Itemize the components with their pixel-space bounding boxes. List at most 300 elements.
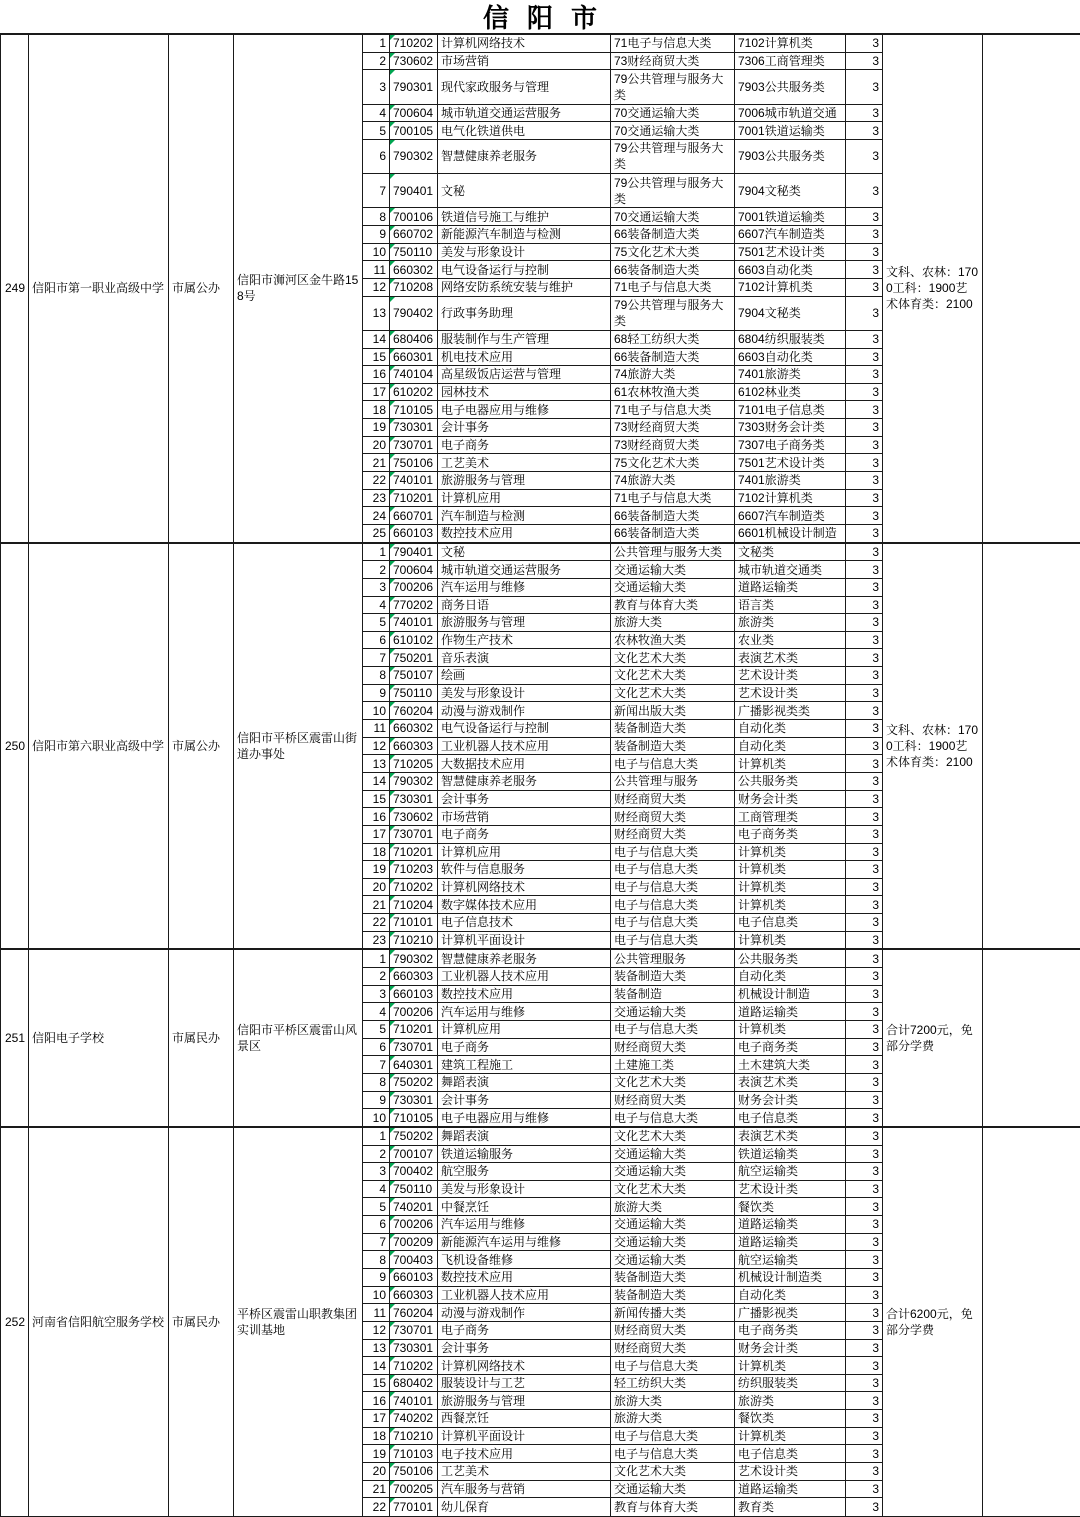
major-years: 3 — [846, 1339, 883, 1357]
major-code: 660302 — [390, 720, 438, 738]
major-category: 财经商贸大类 — [611, 1091, 735, 1109]
major-index: 12 — [363, 1321, 390, 1339]
major-index: 15 — [363, 790, 390, 808]
major-years: 3 — [846, 1127, 883, 1145]
major-category: 79公共管理与服务大类 — [611, 139, 735, 173]
major-category: 电子与信息大类 — [611, 914, 735, 932]
major-code: 710105 — [390, 401, 438, 419]
major-years: 3 — [846, 878, 883, 896]
major-class: 计算机类 — [735, 861, 846, 879]
major-category: 交通运输大类 — [611, 1003, 735, 1021]
major-years: 3 — [846, 843, 883, 861]
major-code: 770101 — [390, 1498, 438, 1517]
major-name: 工业机器人技术应用 — [438, 737, 611, 755]
major-name: 美发与形象设计 — [438, 243, 611, 261]
major-name: 计算机网络技术 — [438, 34, 611, 52]
major-class: 7401旅游类 — [735, 366, 846, 384]
major-index: 7 — [363, 174, 390, 208]
major-code: 740101 — [390, 614, 438, 632]
major-years: 3 — [846, 614, 883, 632]
major-class: 自动化类 — [735, 968, 846, 986]
major-name: 现代家政服务与管理 — [438, 70, 611, 104]
major-category: 旅游大类 — [611, 1410, 735, 1428]
major-category: 文化艺术大类 — [611, 1127, 735, 1145]
major-code: 730701 — [390, 1038, 438, 1056]
major-index: 25 — [363, 524, 390, 542]
major-index: 14 — [363, 1357, 390, 1375]
major-code: 700209 — [390, 1233, 438, 1251]
major-class: 7102计算机类 — [735, 278, 846, 296]
major-class: 公共服务类 — [735, 772, 846, 790]
major-category: 79公共管理与服务大类 — [611, 70, 735, 104]
major-years: 3 — [846, 1073, 883, 1091]
major-code: 750106 — [390, 1463, 438, 1481]
major-index: 7 — [363, 1233, 390, 1251]
major-years: 3 — [846, 104, 883, 122]
major-index: 9 — [363, 1269, 390, 1287]
major-class: 计算机类 — [735, 1020, 846, 1038]
major-name: 计算机平面设计 — [438, 931, 611, 949]
major-name: 电子商务 — [438, 436, 611, 454]
major-class: 航空运输类 — [735, 1163, 846, 1181]
major-class: 自动化类 — [735, 737, 846, 755]
major-name: 行政事务助理 — [438, 296, 611, 330]
major-index: 20 — [363, 878, 390, 896]
major-years: 3 — [846, 1038, 883, 1056]
major-name: 会计事务 — [438, 1339, 611, 1357]
major-name: 网络安防系统安装与维护 — [438, 278, 611, 296]
major-category: 交通运输大类 — [611, 1163, 735, 1181]
school-group-row — [1, 543, 1080, 561]
major-code: 700205 — [390, 1480, 438, 1498]
school-extra-cell — [983, 543, 1080, 950]
major-name: 文秘 — [438, 543, 611, 561]
major-years: 3 — [846, 649, 883, 667]
major-category: 交通运输大类 — [611, 578, 735, 596]
major-name: 汽车运用与维修 — [438, 1003, 611, 1021]
major-code: 660702 — [390, 226, 438, 244]
major-name: 计算机应用 — [438, 489, 611, 507]
school-type: 市属民办 — [169, 1127, 234, 1517]
major-category: 电子与信息大类 — [611, 861, 735, 879]
major-category: 公共管理与服务大类 — [611, 543, 735, 561]
major-years: 3 — [846, 737, 883, 755]
major-years: 3 — [846, 507, 883, 525]
major-category: 68轻工纺织大类 — [611, 330, 735, 348]
major-code: 710205 — [390, 755, 438, 773]
major-index: 7 — [363, 1056, 390, 1074]
major-index: 16 — [363, 808, 390, 826]
major-years: 3 — [846, 667, 883, 685]
major-years: 3 — [846, 1109, 883, 1127]
major-years: 3 — [846, 401, 883, 419]
school-extra-cell — [983, 1127, 1080, 1517]
major-class: 7102计算机类 — [735, 489, 846, 507]
major-name: 中餐烹饪 — [438, 1198, 611, 1216]
major-years: 3 — [846, 1056, 883, 1074]
major-years: 3 — [846, 243, 883, 261]
major-name: 数字媒体技术应用 — [438, 896, 611, 914]
major-code: 700106 — [390, 208, 438, 226]
major-class: 电子商务类 — [735, 1038, 846, 1056]
major-class: 道路运输类 — [735, 1480, 846, 1498]
major-name: 电气设备运行与控制 — [438, 720, 611, 738]
major-years: 3 — [846, 561, 883, 579]
major-years: 3 — [846, 1427, 883, 1445]
major-category: 71电子与信息大类 — [611, 401, 735, 419]
major-years: 3 — [846, 1233, 883, 1251]
major-class: 6804纺织服装类 — [735, 330, 846, 348]
major-index: 11 — [363, 720, 390, 738]
major-name: 计算机应用 — [438, 1020, 611, 1038]
major-category: 公共管理服务 — [611, 949, 735, 967]
major-category: 交通运输大类 — [611, 561, 735, 579]
major-name: 计算机应用 — [438, 843, 611, 861]
major-class: 计算机类 — [735, 1427, 846, 1445]
major-index: 3 — [363, 70, 390, 104]
major-index: 10 — [363, 243, 390, 261]
major-class: 电子信息类 — [735, 1109, 846, 1127]
major-name: 会计事务 — [438, 1091, 611, 1109]
major-class: 7001铁道运输类 — [735, 122, 846, 140]
major-code: 710210 — [390, 1427, 438, 1445]
major-category: 新闻传播大类 — [611, 1304, 735, 1322]
major-code: 790301 — [390, 70, 438, 104]
major-class: 电子信息类 — [735, 1445, 846, 1463]
major-category: 66装备制造大类 — [611, 507, 735, 525]
major-years: 3 — [846, 949, 883, 967]
school-id: 250 — [1, 543, 29, 950]
major-code: 700206 — [390, 1003, 438, 1021]
major-code: 730301 — [390, 1091, 438, 1109]
major-index: 2 — [363, 968, 390, 986]
major-category: 公共管理与服务 — [611, 772, 735, 790]
major-years: 3 — [846, 330, 883, 348]
major-name: 园林技术 — [438, 383, 611, 401]
major-category: 装备制造大类 — [611, 1269, 735, 1287]
major-index: 9 — [363, 226, 390, 244]
major-class: 航空运输类 — [735, 1251, 846, 1269]
major-category: 66装备制造大类 — [611, 261, 735, 279]
major-class: 艺术设计类 — [735, 1180, 846, 1198]
major-name: 数控技术应用 — [438, 1269, 611, 1287]
school-id: 252 — [1, 1127, 29, 1517]
major-name: 舞蹈表演 — [438, 1127, 611, 1145]
major-name: 飞机设备维修 — [438, 1251, 611, 1269]
major-code: 710201 — [390, 1020, 438, 1038]
major-index: 19 — [363, 419, 390, 437]
major-class: 7903公共服务类 — [735, 70, 846, 104]
major-name: 数控技术应用 — [438, 985, 611, 1003]
major-name: 铁道信号施工与维护 — [438, 208, 611, 226]
major-name: 工业机器人技术应用 — [438, 968, 611, 986]
major-category: 土建施工类 — [611, 1056, 735, 1074]
major-category: 66装备制造大类 — [611, 524, 735, 542]
major-class: 7401旅游类 — [735, 471, 846, 489]
major-name: 汽车运用与维修 — [438, 1216, 611, 1234]
major-index: 22 — [363, 471, 390, 489]
major-code: 700402 — [390, 1163, 438, 1181]
major-code: 740201 — [390, 1198, 438, 1216]
major-code: 730701 — [390, 1321, 438, 1339]
major-class: 城市轨道交通类 — [735, 561, 846, 579]
major-name: 美发与形象设计 — [438, 684, 611, 702]
major-code: 730701 — [390, 436, 438, 454]
major-class: 计算机类 — [735, 931, 846, 949]
major-code: 750110 — [390, 684, 438, 702]
major-category: 农林牧渔大类 — [611, 631, 735, 649]
major-index: 16 — [363, 366, 390, 384]
major-name: 计算机网络技术 — [438, 1357, 611, 1375]
major-index: 6 — [363, 1038, 390, 1056]
major-index: 8 — [363, 1073, 390, 1091]
major-code: 710201 — [390, 489, 438, 507]
major-category: 71电子与信息大类 — [611, 489, 735, 507]
major-code: 710105 — [390, 1109, 438, 1127]
major-class: 6601机械设计制造 — [735, 524, 846, 542]
major-index: 22 — [363, 914, 390, 932]
major-index: 19 — [363, 861, 390, 879]
major-category: 装备制造 — [611, 985, 735, 1003]
major-years: 3 — [846, 1321, 883, 1339]
major-years: 3 — [846, 968, 883, 986]
major-index: 7 — [363, 649, 390, 667]
major-index: 22 — [363, 1498, 390, 1517]
major-index: 14 — [363, 330, 390, 348]
major-code: 790302 — [390, 139, 438, 173]
major-years: 3 — [846, 1392, 883, 1410]
major-name: 动漫与游戏制作 — [438, 702, 611, 720]
major-years: 3 — [846, 366, 883, 384]
major-index: 3 — [363, 578, 390, 596]
major-years: 3 — [846, 471, 883, 489]
major-code: 710203 — [390, 861, 438, 879]
major-category: 财经商贸大类 — [611, 1321, 735, 1339]
major-code: 680402 — [390, 1374, 438, 1392]
major-class: 广播影视类 — [735, 1304, 846, 1322]
school-address: 信阳市平桥区震雷山风景区 — [234, 949, 363, 1126]
major-code: 750202 — [390, 1073, 438, 1091]
major-years: 3 — [846, 348, 883, 366]
school-name: 信阳市第一职业高级中学 — [29, 34, 169, 543]
major-years: 3 — [846, 1304, 883, 1322]
major-name: 动漫与游戏制作 — [438, 1304, 611, 1322]
major-code: 770202 — [390, 596, 438, 614]
major-years: 3 — [846, 1357, 883, 1375]
major-class: 表演艺术类 — [735, 1127, 846, 1145]
major-class: 纺织服装类 — [735, 1374, 846, 1392]
major-class: 7904文秘类 — [735, 296, 846, 330]
major-class: 旅游类 — [735, 614, 846, 632]
major-code: 730602 — [390, 52, 438, 70]
major-code: 790402 — [390, 296, 438, 330]
major-category: 装备制造大类 — [611, 968, 735, 986]
major-index: 12 — [363, 737, 390, 755]
major-years: 3 — [846, 755, 883, 773]
major-name: 数控技术应用 — [438, 524, 611, 542]
major-index: 6 — [363, 631, 390, 649]
major-category: 教育与体育大类 — [611, 1498, 735, 1517]
major-index: 5 — [363, 1020, 390, 1038]
major-index: 3 — [363, 1163, 390, 1181]
major-years: 3 — [846, 278, 883, 296]
major-category: 文化艺术大类 — [611, 1463, 735, 1481]
major-class: 旅游类 — [735, 1392, 846, 1410]
major-code: 750106 — [390, 454, 438, 472]
major-index: 4 — [363, 1003, 390, 1021]
major-index: 2 — [363, 561, 390, 579]
major-years: 3 — [846, 825, 883, 843]
major-category: 文化艺术大类 — [611, 684, 735, 702]
major-name: 电子电器应用与维修 — [438, 401, 611, 419]
major-years: 3 — [846, 631, 883, 649]
major-index: 15 — [363, 348, 390, 366]
school-address: 信阳市浉河区金牛路158号 — [234, 34, 363, 543]
major-class: 6102林业类 — [735, 383, 846, 401]
major-index: 5 — [363, 614, 390, 632]
major-category: 财经商贸大类 — [611, 825, 735, 843]
major-name: 西餐烹饪 — [438, 1410, 611, 1428]
major-name: 工艺美术 — [438, 1463, 611, 1481]
major-category: 电子与信息大类 — [611, 931, 735, 949]
major-years: 3 — [846, 1163, 883, 1181]
major-class: 7501艺术设计类 — [735, 454, 846, 472]
major-code: 750110 — [390, 243, 438, 261]
major-name: 电子信息技术 — [438, 914, 611, 932]
school-id: 249 — [1, 34, 29, 543]
major-years: 3 — [846, 896, 883, 914]
major-name: 机电技术应用 — [438, 348, 611, 366]
major-class: 6607汽车制造类 — [735, 507, 846, 525]
major-category: 73财经商贸大类 — [611, 419, 735, 437]
major-class: 道路运输类 — [735, 1216, 846, 1234]
major-years: 3 — [846, 226, 883, 244]
major-class: 6607汽车制造类 — [735, 226, 846, 244]
major-category: 73财经商贸大类 — [611, 52, 735, 70]
school-group-row — [1, 949, 1080, 967]
major-class: 7102计算机类 — [735, 34, 846, 52]
major-category: 新闻出版大类 — [611, 702, 735, 720]
major-index: 1 — [363, 949, 390, 967]
major-category: 装备制造大类 — [611, 720, 735, 738]
major-category: 电子与信息大类 — [611, 843, 735, 861]
major-class: 财务会计类 — [735, 1339, 846, 1357]
major-category: 财经商贸大类 — [611, 1038, 735, 1056]
major-class: 公共服务类 — [735, 949, 846, 967]
major-years: 3 — [846, 139, 883, 173]
major-code: 750107 — [390, 667, 438, 685]
major-index: 15 — [363, 1374, 390, 1392]
major-index: 13 — [363, 296, 390, 330]
major-category: 75文化艺术大类 — [611, 243, 735, 261]
major-class: 计算机类 — [735, 843, 846, 861]
major-years: 3 — [846, 1410, 883, 1428]
major-years: 3 — [846, 790, 883, 808]
major-name: 文秘 — [438, 174, 611, 208]
major-index: 6 — [363, 139, 390, 173]
schools-table-body — [1, 34, 1080, 1517]
major-name: 电子商务 — [438, 1321, 611, 1339]
major-category: 旅游大类 — [611, 614, 735, 632]
major-years: 3 — [846, 772, 883, 790]
major-index: 1 — [363, 34, 390, 52]
major-index: 1 — [363, 1127, 390, 1145]
major-name: 智慧健康养老服务 — [438, 949, 611, 967]
major-index: 5 — [363, 122, 390, 140]
major-category: 79公共管理与服务大类 — [611, 296, 735, 330]
major-code: 790302 — [390, 949, 438, 967]
major-category: 70交通运输大类 — [611, 122, 735, 140]
major-code: 710208 — [390, 278, 438, 296]
major-code: 740101 — [390, 1392, 438, 1410]
major-name: 会计事务 — [438, 419, 611, 437]
major-code: 660103 — [390, 985, 438, 1003]
school-address: 信阳市平桥区震雷山街道办事处 — [234, 543, 363, 950]
major-name: 商务日语 — [438, 596, 611, 614]
major-class: 文秘类 — [735, 543, 846, 561]
major-category: 电子与信息大类 — [611, 878, 735, 896]
major-name: 电子商务 — [438, 1038, 611, 1056]
major-years: 3 — [846, 1445, 883, 1463]
school-type: 市属公办 — [169, 34, 234, 543]
major-years: 3 — [846, 1286, 883, 1304]
major-category: 交通运输大类 — [611, 1216, 735, 1234]
major-class: 餐饮类 — [735, 1410, 846, 1428]
major-years: 3 — [846, 861, 883, 879]
major-code: 710204 — [390, 896, 438, 914]
major-years: 3 — [846, 1480, 883, 1498]
major-code: 700604 — [390, 104, 438, 122]
major-years: 3 — [846, 931, 883, 949]
major-code: 750202 — [390, 1127, 438, 1145]
major-category: 79公共管理与服务大类 — [611, 174, 735, 208]
major-category: 电子与信息大类 — [611, 1427, 735, 1445]
major-class: 计算机类 — [735, 755, 846, 773]
major-years: 3 — [846, 1374, 883, 1392]
major-category: 74旅游大类 — [611, 471, 735, 489]
major-index: 6 — [363, 1216, 390, 1234]
major-code: 730602 — [390, 808, 438, 826]
major-code: 700604 — [390, 561, 438, 579]
major-index: 17 — [363, 383, 390, 401]
major-index: 10 — [363, 702, 390, 720]
major-code: 660103 — [390, 1269, 438, 1287]
major-name: 服装制作与生产管理 — [438, 330, 611, 348]
major-code: 740101 — [390, 471, 438, 489]
major-index: 4 — [363, 596, 390, 614]
major-category: 61农林牧渔大类 — [611, 383, 735, 401]
school-type: 市属民办 — [169, 949, 234, 1126]
major-index: 2 — [363, 52, 390, 70]
major-index: 11 — [363, 1304, 390, 1322]
school-address: 平桥区震雷山职教集团实训基地 — [234, 1127, 363, 1517]
major-class: 艺术设计类 — [735, 684, 846, 702]
major-class: 土木建筑大类 — [735, 1056, 846, 1074]
major-index: 12 — [363, 278, 390, 296]
major-name: 旅游服务与管理 — [438, 1392, 611, 1410]
major-name: 作物生产技术 — [438, 631, 611, 649]
major-class: 7904文秘类 — [735, 174, 846, 208]
school-note: 合计6200元，免部分学费 — [883, 1127, 983, 1517]
major-years: 3 — [846, 122, 883, 140]
major-index: 18 — [363, 843, 390, 861]
major-code: 710101 — [390, 914, 438, 932]
major-index: 5 — [363, 1198, 390, 1216]
major-class: 7501艺术设计类 — [735, 243, 846, 261]
school-id: 251 — [1, 949, 29, 1126]
major-code: 730701 — [390, 825, 438, 843]
major-index: 8 — [363, 208, 390, 226]
